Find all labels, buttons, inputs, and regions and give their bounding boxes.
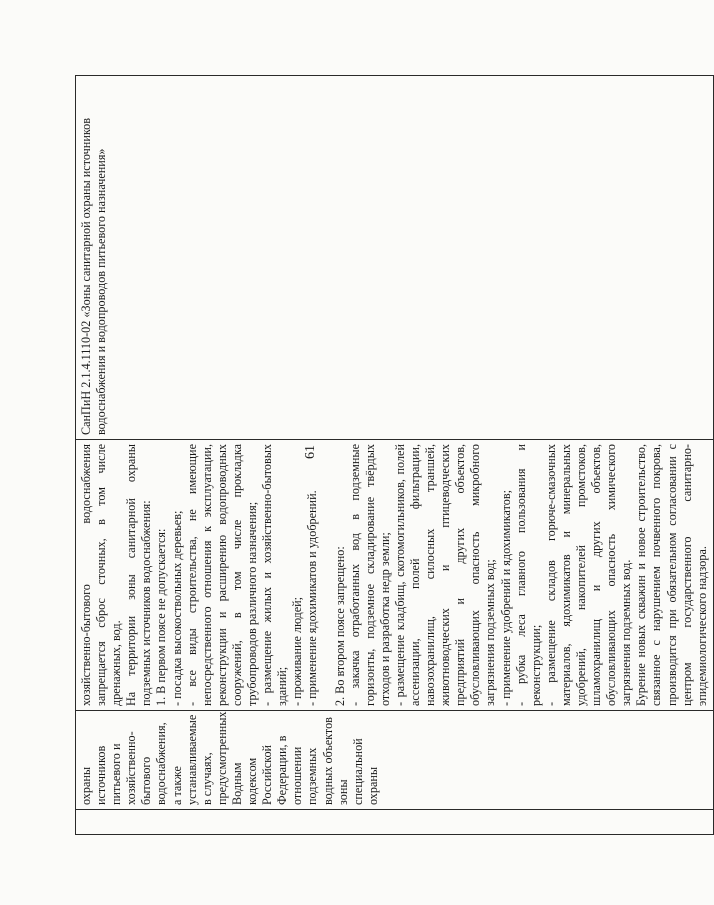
restriction-line: 2. Во втором поясе запрещено: (332, 546, 347, 706)
restriction-line: - размещение жилых и хозяйственно-бытовых зданий; (260, 444, 290, 706)
requirements-table (75, 75, 714, 835)
page-number: 61 (303, 445, 318, 459)
restriction-line: - размещение складов горюче-смазочных материалов, ядохимикатов и минеральных удобрений, накопителей промстоков, шламохранилищ и других объектов, обусловливающих опасность химического загрязнения подземных вод. (543, 444, 634, 706)
restriction-line: 1. В первом поясе не допускается: (154, 528, 169, 706)
restriction-line: - применение ядохимикатов и удобрений. (305, 490, 320, 706)
table-cell-zone-description (76, 711, 714, 810)
zone-description-text: охраны источников питьевого и хозяйственно-бытового водоснабжения, а также устанавливаемые в случаях, предусмотренных Водным кодексом Российской Федерации, в отношении подземных водных объектов зоны специальной охраны (79, 711, 380, 805)
restriction-line: - посадка высокоствольных деревьев; (169, 510, 184, 706)
restriction-line: - рубка леса главного пользования и реконструкции; (513, 444, 543, 706)
table-cell-regulation (76, 76, 714, 440)
restriction-line: - размещение кладбищ, скотомогильников, полей ассенизации, полей фильтрации, навозохранилищ, силосных траншей, животноводческих и птицеводческих предприятий и других объектов, обусловливающих опасность микробного загрязнения подземных вод; (392, 444, 498, 706)
restriction-line: - проживание людей; (290, 596, 305, 706)
restriction-line: - все виды строительства, не имеющие непосредственного отношения к эксплуатации, реконструкции и расширению водопроводных сооружений, в том числе прокладка трубопроводов различного назначения; (184, 444, 260, 706)
restriction-line: На территории зоны санитарной охраны подземных источников водоснабжения: (124, 444, 154, 706)
restriction-line: - закачка отработанных вод в подземные горизонты, подземное складирование твёрдых отходов и разработка недр земли; (347, 444, 392, 706)
regulation-reference: СанПиН 2.1.4.1110-02 «Зоны санитарной охраны источников водоснабжения и водопроводов питьевого назначения» (79, 118, 109, 435)
table-cell-empty (76, 810, 714, 835)
restriction-line: Бурение новых скважин и новое строительство, связанное с нарушением почвенного покрова, производится при обязательном согласовании с центром государственного санитарно- эпидемиологического надзора. (634, 444, 709, 706)
table-row (76, 76, 714, 835)
restriction-line: - применение удобрений и ядохимикатов; (498, 490, 513, 706)
restriction-line: хозяйственно-бытового водоснабжения запрещается сброс сточных, в том числе дренажных, вод. (79, 444, 124, 706)
rotated-page-content (75, 75, 709, 835)
table-cell-restrictions (76, 440, 714, 711)
